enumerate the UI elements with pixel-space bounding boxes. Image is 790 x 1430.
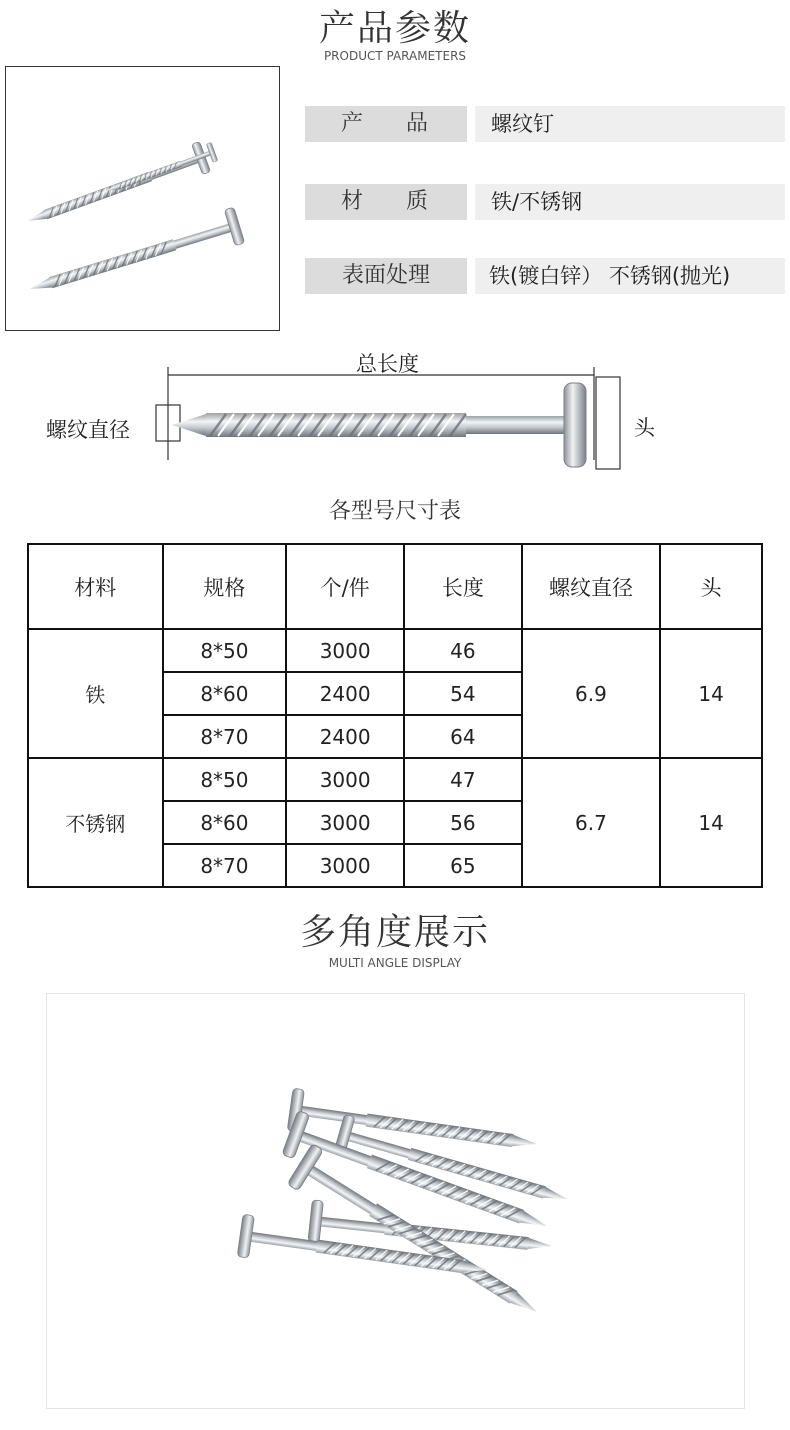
params-subtitle: PRODUCT PARAMETERS (323, 49, 467, 63)
multi-angle-subtitle: MULTI ANGLE DISPLAY (328, 956, 462, 970)
param-row-product (305, 106, 785, 142)
size-table (27, 543, 763, 888)
nail-dimension-diagram (150, 365, 630, 475)
param-row-surface (305, 258, 785, 294)
head-label: 头 (634, 416, 655, 440)
cell-spec: 8*60 (163, 672, 287, 715)
param-value-material: 铁/不锈钢 (475, 184, 785, 220)
param-key-surface: 表面处理 (305, 258, 467, 294)
size-table-title: 各型号尺寸表 (328, 499, 461, 524)
param-value-surface: 铁(镀白锌） 不锈钢(抛光) (475, 258, 785, 294)
cell-length: 54 (404, 672, 522, 715)
header-head: 头 (660, 544, 762, 629)
thread-diameter-label: 螺纹直径 (46, 418, 130, 442)
param-value-product: 螺纹钉 (475, 106, 785, 142)
cell-spec: 8*60 (163, 801, 287, 844)
header-thread-diameter: 螺纹直径 (522, 544, 661, 629)
table-row (28, 629, 762, 672)
table-row (28, 758, 762, 801)
cell-length: 56 (404, 801, 522, 844)
cell-head: 14 (660, 629, 762, 758)
cell-length: 46 (404, 629, 522, 672)
param-key-product: 产 品 (305, 106, 467, 142)
cell-material: 不锈钢 (28, 758, 163, 887)
cell-qty: 3000 (286, 844, 404, 887)
header-length: 长度 (404, 544, 522, 629)
multi-angle-title: 多角度展示 (299, 912, 490, 953)
params-title: 产品参数 (318, 8, 471, 49)
header-qty: 个/件 (286, 544, 404, 629)
cell-spec: 8*50 (163, 758, 287, 801)
header-spec: 规格 (163, 544, 287, 629)
param-key-material: 材 质 (305, 184, 467, 220)
multi-angle-photo (46, 993, 745, 1409)
cell-qty: 2400 (286, 715, 404, 758)
cell-spec: 8*70 (163, 715, 287, 758)
cell-head: 14 (660, 758, 762, 887)
param-row-material (305, 184, 785, 220)
cell-length: 64 (404, 715, 522, 758)
product-photo (5, 66, 280, 331)
total-length-label: 总长度 (356, 352, 419, 376)
cell-qty: 2400 (286, 672, 404, 715)
cell-length: 65 (404, 844, 522, 887)
cell-qty: 3000 (286, 758, 404, 801)
cell-length: 47 (404, 758, 522, 801)
cell-material: 铁 (28, 629, 163, 758)
cell-qty: 3000 (286, 801, 404, 844)
cell-spec: 8*70 (163, 844, 287, 887)
cell-qty: 3000 (286, 629, 404, 672)
cell-thread-diameter: 6.7 (522, 758, 661, 887)
header-material: 材料 (28, 544, 163, 629)
table-header-row (28, 544, 762, 629)
cell-spec: 8*50 (163, 629, 287, 672)
cell-thread-diameter: 6.9 (522, 629, 661, 758)
